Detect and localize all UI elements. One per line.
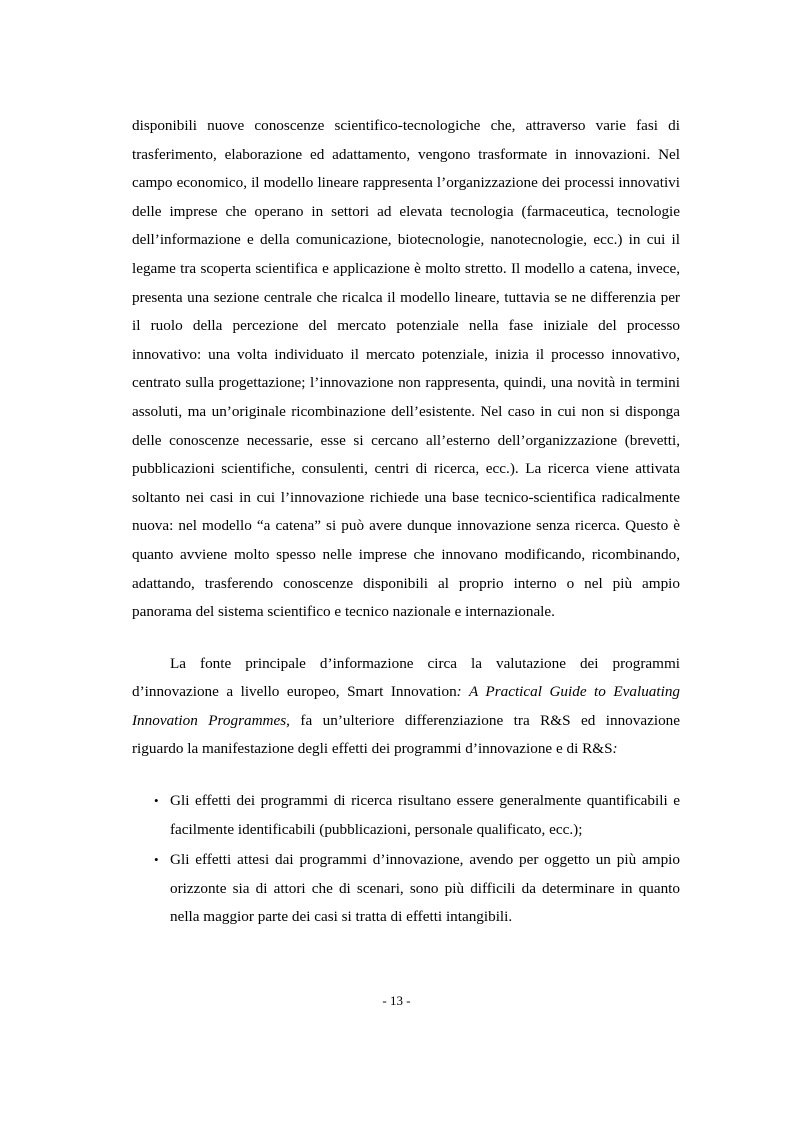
list-item-text: Gli effetti attesi dai programmi d’innovazione, avendo per oggetto un più ampio orizzonte sia di attori che di scenari, sono più difficili da determinare in quanto nella maggior parte dei casi si tratta di effetti intangibili. xyxy=(170,851,680,926)
page-number: - 13 - xyxy=(382,993,411,1008)
bullet-icon: • xyxy=(154,852,159,868)
paragraph-2-italic-title: Guide to Evaluating Innovation Programmes xyxy=(132,683,681,729)
list-item xyxy=(132,846,680,932)
list-item-text: Gli effetti dei programmi di ricerca risultano essere generalmente quantificabili e facilmente identificabili (pubblicazioni, personale qualificato, ecc.); xyxy=(170,792,680,838)
paragraph-1: disponibili nuove conoscenze scientifico-tecnologiche che, attraverso varie fasi di trasferimento, elaborazione ed adattamento, vengono trasformate in innovazioni. Nel campo economico, il modello lineare rappresenta l’organizzazione dei processi innovativi delle imprese che operano in settori ad elevata tecnologia (farmaceutica, tecnologie dell’informazione e della comunicazione, biotecnologie, nanotecnologie, ecc.) in cui il legame tra scoperta scientifica e applicazione è molto stretto. Il modello a catena, invece, presenta una sezione centrale che ricalca il modello lineare, tuttavia se ne differenzia per il ruolo della percezione del mercato potenziale nella fase iniziale del processo innovativo: una volta individuato il mercato potenziale, inizia il processo innovativo, centrato sulla progettazione; l’innovazione non rappresenta, quindi, una novità in termini assoluti, ma un’originale ricombinazione dell’esistente. Nel caso in cui non si disponga delle conoscenze necessarie, esse si cercano all’esterno dell’organizzazione (brevetti, pubblicazioni scientifiche, consulenti, centri di ricerca, ecc.). La ricerca viene attivata soltanto nei casi in cui l’innovazione richiede una base tecnico-scientifica radicalmente nuova: nel modello “a catena” si può avere dunque innovazione senza ricerca. Questo è quanto avviene molto spesso nelle imprese che innovano modificando, ricombinando, adattando, trasferendo conoscenze disponibili al proprio interno o nel più ampio panorama del sistema scientifico e tecnico nazionale e internazionale. xyxy=(132,117,680,621)
paragraph-2 xyxy=(132,650,680,764)
paragraph-2-italic-2: : xyxy=(612,740,618,758)
bullet-list xyxy=(132,787,680,932)
list-item xyxy=(132,787,680,844)
body-text xyxy=(132,112,680,932)
paragraph-2-text-1: La fonte principale d’informazione circa la valutazione dei programmi d’innovazione a livello europeo, Smart Innovation xyxy=(132,654,680,701)
paragraph-2-text-2: , fa un’ulteriore differenziazione tra R&S ed innovazione riguardo la manifestazione degli effetti dei programmi d’innovazione e di R&S xyxy=(132,711,680,758)
bullet-icon: • xyxy=(154,793,159,809)
paragraph-2-italic-1: : A Practical xyxy=(456,683,550,701)
